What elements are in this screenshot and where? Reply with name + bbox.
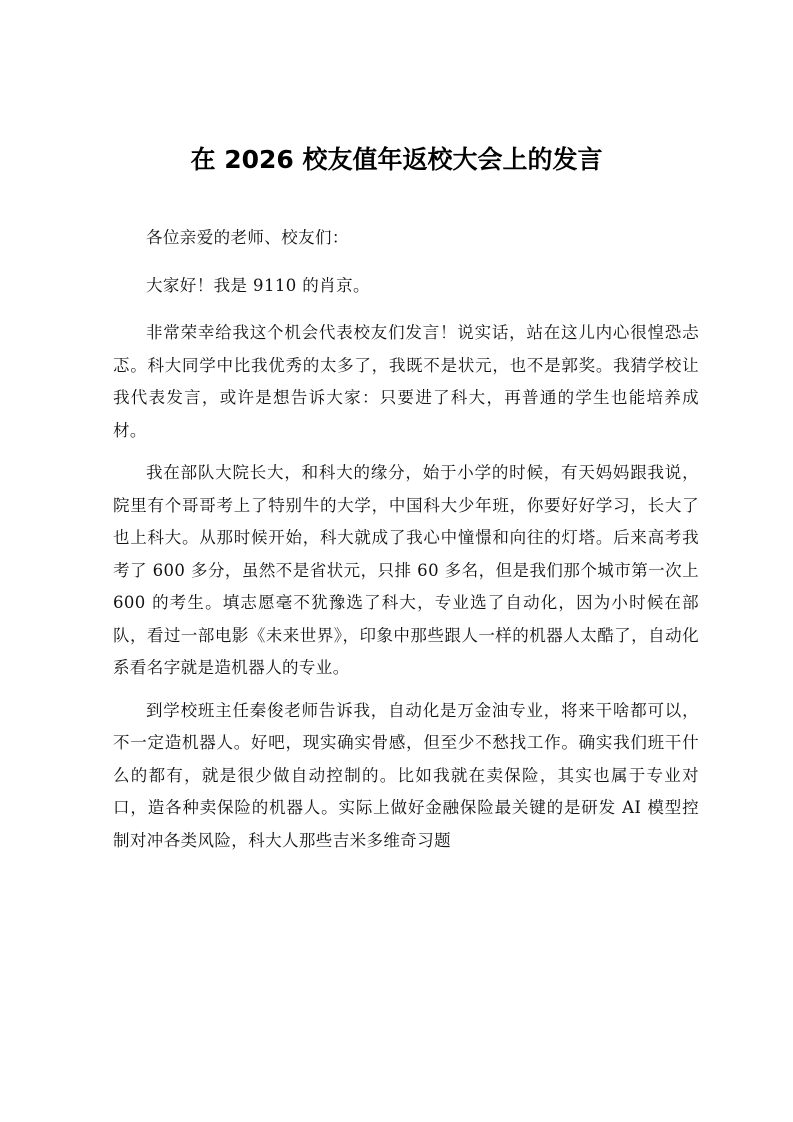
body-paragraph: 非常荣幸给我这个机会代表校友们发言！说实话，站在这儿内心很惶恐忐忑。科大同学中比我优秀的太多了，我既不是状元，也不是郭奖。我猜学校让我代表发言，或许是想告诉大家：只要进了科大，再普通的学生也能培养成材。	[113, 323, 699, 440]
body-paragraph: 我在部队大院长大，和科大的缘分，始于小学的时候，有天妈妈跟我说，院里有个哥哥考上了特别牛的大学，中国科大少年班，你要好好学习，长大了也上科大。从那时候开始，科大就成了我心中憧憬和向往的灯塔。后来高考我考了 600 多分，虽然不是省状元，只排 60 多名，但是我们那个城市第一次上 600 的考生。填志愿毫不犹豫选了科大，专业选了自动化，因为小时候在部队，看过一部电影《未来世界》，印象中那些跟人一样的机器人太酷了，自动化系看名字就是造机器人的专业。	[113, 463, 699, 677]
greeting-paragraph: 大家好！我是 9110 的肖京。	[146, 275, 370, 295]
salutation-paragraph: 各位亲爱的老师、校友们：	[146, 228, 349, 247]
document-title: 在 2026 校友值年返校大会上的发言	[190, 145, 603, 174]
document-body	[113, 222, 699, 867]
body-paragraph: 到学校班主任秦俊老师告诉我，自动化是万金油专业，将来干啥都可以，不一定造机器人。好吧，现实确实骨感，但至少不愁找工作。确实我们班干什么的都有，就是很少做自动控制的。比如我就在卖保险，其实也属于专业对口，造各种卖保险的机器人。实际上做好金融保险最关键的是研发 AI 模型控制对冲各类风险，科大人那些吉米多维奇习题	[113, 700, 699, 850]
